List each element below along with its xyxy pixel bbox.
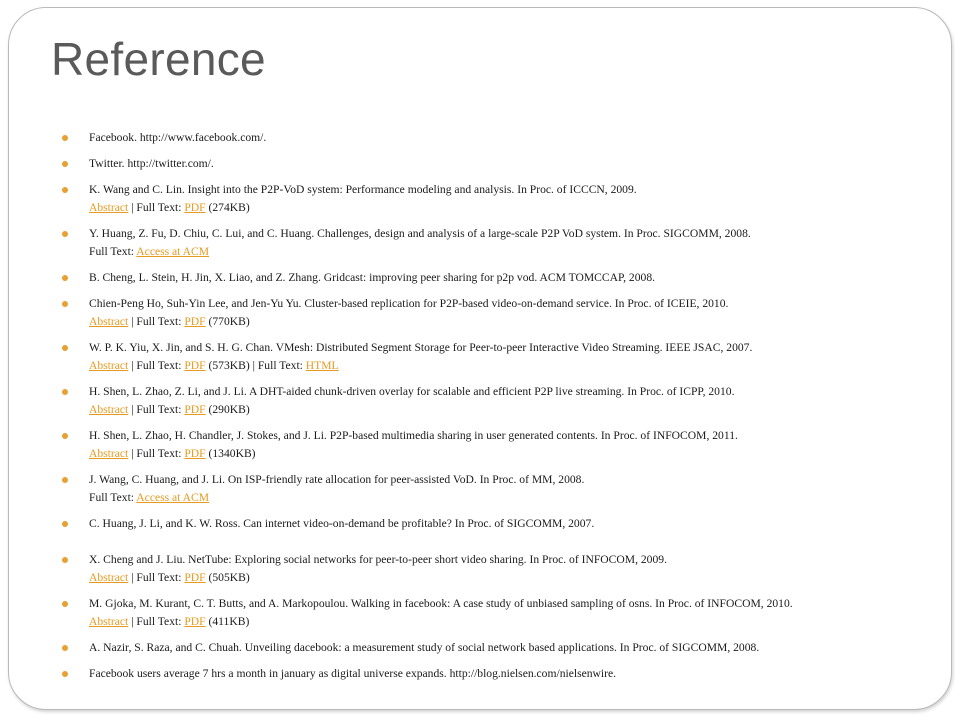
abstract-link[interactable]: Abstract [89,359,129,372]
reference-item [62,155,922,173]
pdf-link[interactable]: PDF [184,201,206,214]
reference-item [62,225,922,261]
reference-links [89,569,922,587]
abstract-link[interactable]: Abstract [89,201,129,214]
reference-text: X. Cheng and J. Liu. NetTube: Exploring social networks for peer-to-peer short video sharing. In Proc. of INFOCOM, 2009. [89,553,667,566]
pdf-link[interactable]: PDF [184,359,206,372]
link-separator: | Full Text: [128,403,185,416]
bullet-icon [62,345,68,351]
reference-links [89,613,922,631]
acm-link[interactable]: Access at ACM [136,245,210,258]
reference-text: Facebook. http://www.facebook.com/. [89,131,267,144]
reference-text: C. Huang, J. Li, and K. W. Ross. Can internet video-on-demand be profitable? In Proc. of SIGCOMM, 2007. [89,517,595,530]
reference-text: Twitter. http://twitter.com/. [89,157,214,170]
reference-links [89,401,922,419]
link-separator: | Full Text: [128,571,185,584]
bullet-icon [62,433,68,439]
reference-text: J. Wang, C. Huang, and J. Li. On ISP-friendly rate allocation for peer-assisted VoD. In Proc. of MM, 2008. [89,473,585,486]
pdf-size: (770KB) [205,315,250,328]
reference-text: B. Cheng, L. Stein, H. Jin, X. Liao, and Z. Zhang. Gridcast: improving peer sharing for p2p vod. ACM TOMCCAP, 2008. [89,271,656,284]
abstract-link[interactable]: Abstract [89,447,129,460]
reference-item [62,639,922,657]
pdf-size: (573KB) | Full Text: [205,359,306,372]
reference-item [62,181,922,217]
slide-title: Reference [51,33,266,85]
abstract-link[interactable]: Abstract [89,571,129,584]
reference-links [89,357,922,375]
pdf-link[interactable]: PDF [184,615,206,628]
reference-item [62,383,922,419]
pdf-link[interactable]: PDF [184,403,206,416]
reference-item [62,595,922,631]
reference-text: H. Shen, L. Zhao, Z. Li, and J. Li. A DHT-aided chunk-driven overlay for scalable and efficient P2P live streaming. In Proc. of ICPP, 2010. [89,385,735,398]
bullet-icon [62,301,68,307]
abstract-link[interactable]: Abstract [89,403,129,416]
bullet-icon [62,187,68,193]
reference-links [89,199,922,217]
bullet-icon [62,601,68,607]
reference-item [62,471,922,507]
reference-text: K. Wang and C. Lin. Insight into the P2P-VoD system: Performance modeling and analysis. In Proc. of ICCCN, 2009. [89,183,637,196]
abstract-link[interactable]: Abstract [89,315,129,328]
reference-item [62,515,922,533]
bullet-icon [62,389,68,395]
reference-text: H. Shen, L. Zhao, H. Chandler, J. Stokes, and J. Li. P2P-based multimedia sharing in user generated contents. In Proc. of INFOCOM, 2011. [89,429,738,442]
html-link[interactable]: HTML [305,359,339,372]
reference-item [62,339,922,375]
reference-text: A. Nazir, S. Raza, and C. Chuah. Unveiling dacebook: a measurement study of social network based applications. In Proc. of SIGCOMM, 2008. [89,641,760,654]
bullet-icon [62,275,68,281]
bullet-icon [62,671,68,677]
fulltext-label: Full Text: [89,491,137,504]
bullet-icon [62,477,68,483]
reference-links [89,243,922,261]
bullet-icon [62,557,68,563]
reference-item [62,129,922,147]
pdf-size: (505KB) [205,571,250,584]
bullet-icon [62,231,68,237]
pdf-link[interactable]: PDF [184,447,206,460]
reference-item [62,427,922,463]
pdf-size: (411KB) [205,615,250,628]
reference-text: Chien-Peng Ho, Suh-Yin Lee, and Jen-Yu Yu. Cluster-based replication for P2P-based video-on-demand service. In Proc. of ICEIE, 2010. [89,297,729,310]
fulltext-label: Full Text: [89,245,137,258]
reference-text: Y. Huang, Z. Fu, D. Chiu, C. Lui, and C. Huang. Challenges, design and analysis of a large-scale P2P VoD system. In Proc. SIGCOMM, 2008. [89,227,751,240]
pdf-size: (290KB) [205,403,250,416]
reference-item [62,269,922,287]
bullet-icon [62,645,68,651]
link-separator: | Full Text: [128,447,185,460]
link-separator: | Full Text: [128,615,185,628]
pdf-link[interactable]: PDF [184,571,206,584]
abstract-link[interactable]: Abstract [89,615,129,628]
pdf-link[interactable]: PDF [184,315,206,328]
bullet-icon [62,161,68,167]
acm-link[interactable]: Access at ACM [136,491,210,504]
link-separator: | Full Text: [128,201,185,214]
pdf-size: (274KB) [205,201,250,214]
pdf-size: (1340KB) [205,447,256,460]
reference-list [62,129,922,691]
link-separator: | Full Text: [128,315,185,328]
reference-text: W. P. K. Yiu, X. Jin, and S. H. G. Chan. VMesh: Distributed Segment Storage for Peer-to-peer Interactive Video Streaming. IEEE JSAC, 2007. [89,341,753,354]
reference-links [89,489,922,507]
bullet-icon [62,135,68,141]
reference-item [62,551,922,587]
link-separator: | Full Text: [128,359,185,372]
bullet-icon [62,521,68,527]
reference-text: Facebook users average 7 hrs a month in january as digital universe expands. http://blog.nielsen.com/nielsenwire. [89,667,617,680]
reference-links [89,445,922,463]
reference-item [62,665,922,683]
reference-text: M. Gjoka, M. Kurant, C. T. Butts, and A. Markopoulou. Walking in facebook: A case study of unbiased sampling of osns. In Proc. of INFOCOM, 2010. [89,597,793,610]
reference-item [62,295,922,331]
reference-links [89,313,922,331]
